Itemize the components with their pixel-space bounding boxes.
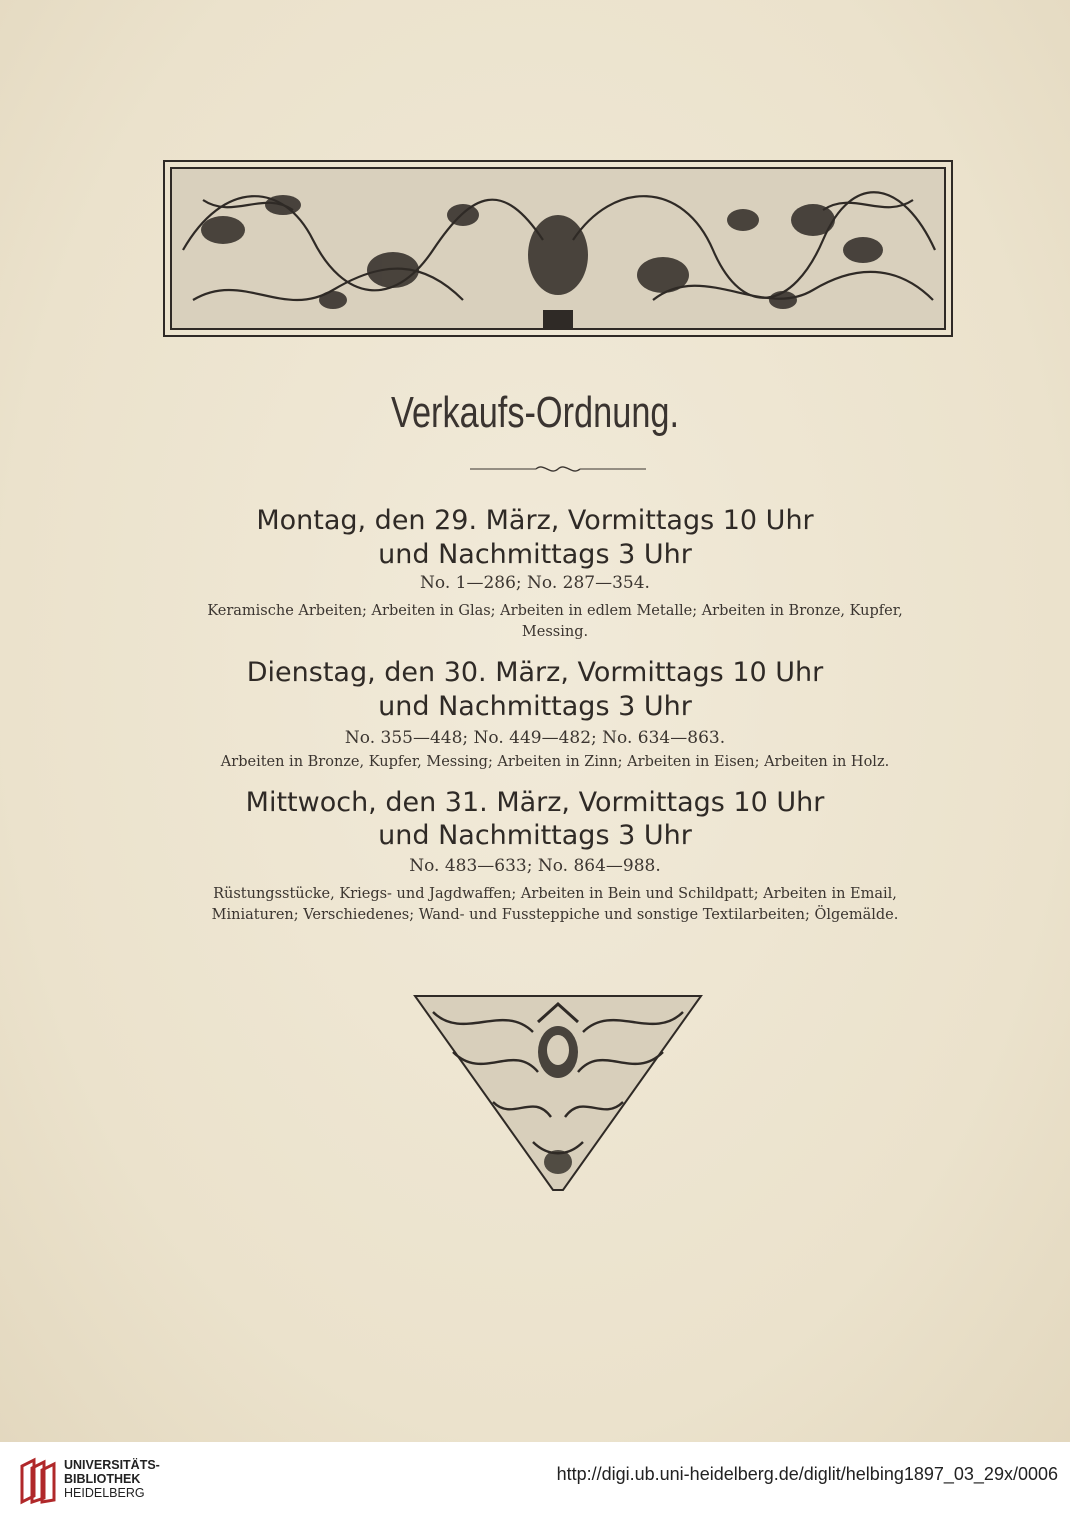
- monday-time: und Nachmittags 3 Uhr: [378, 539, 692, 570]
- wednesday-heading: Mittwoch, den 31. März, Vormittags 10 Uhr: [245, 787, 825, 818]
- tuesday-lot-numbers: No. 355—448; No. 449—482; No. 634—863.: [344, 728, 726, 748]
- footer-bar: [0, 1442, 1070, 1519]
- title-divider-ornament: [470, 462, 646, 476]
- library-name-line3: HEIDELBERG: [64, 1486, 145, 1500]
- ornamental-header-banner: [163, 160, 953, 337]
- page-title: Verkaufs-Ordnung.: [390, 388, 680, 437]
- monday-heading: Montag, den 29. März, Vormittags 10 Uhr: [256, 505, 814, 536]
- tuesday-description: Arbeiten in Bronze, Kupfer, Messing; Arbeiten in Zinn; Arbeiten in Eisen; Arbeiten in Holz.: [220, 754, 890, 770]
- library-name-line2: BIBLIOTHEK: [64, 1472, 141, 1486]
- library-name-line1: UNIVERSITÄTS-: [64, 1458, 160, 1472]
- library-logo-icon: [18, 1456, 60, 1506]
- monday-description: Keramische Arbeiten; Arbeiten in Glas; Arbeiten in edlem Metalle; Arbeiten in Bronze, Kupfer, Messing.: [207, 603, 903, 640]
- monday-lot-numbers: No. 1—286; No. 287—354.: [420, 573, 650, 593]
- library-name: [64, 1458, 160, 1500]
- wednesday-description: Rüstungsstücke, Kriegs- und Jagdwaffen; Arbeiten in Bein und Schildpatt; Arbeiten in Email, Miniaturen; Verschiedenes; Wand- und Fussteppiche und sonstige Textilarbeiten; Ölgemälde.: [211, 886, 899, 923]
- tuesday-heading: Dienstag, den 30. März, Vormittags 10 Uhr: [246, 657, 824, 688]
- wednesday-time: und Nachmittags 3 Uhr: [378, 820, 692, 851]
- tuesday-time: und Nachmittags 3 Uhr: [378, 691, 692, 722]
- source-url-link[interactable]: http://digi.ub.uni-heidelberg.de/diglit/helbing1897_03_29x/0006: [556, 1464, 1058, 1484]
- ornamental-tailpiece: [413, 992, 703, 1192]
- wednesday-lot-numbers: No. 483—633; No. 864—988.: [409, 856, 661, 876]
